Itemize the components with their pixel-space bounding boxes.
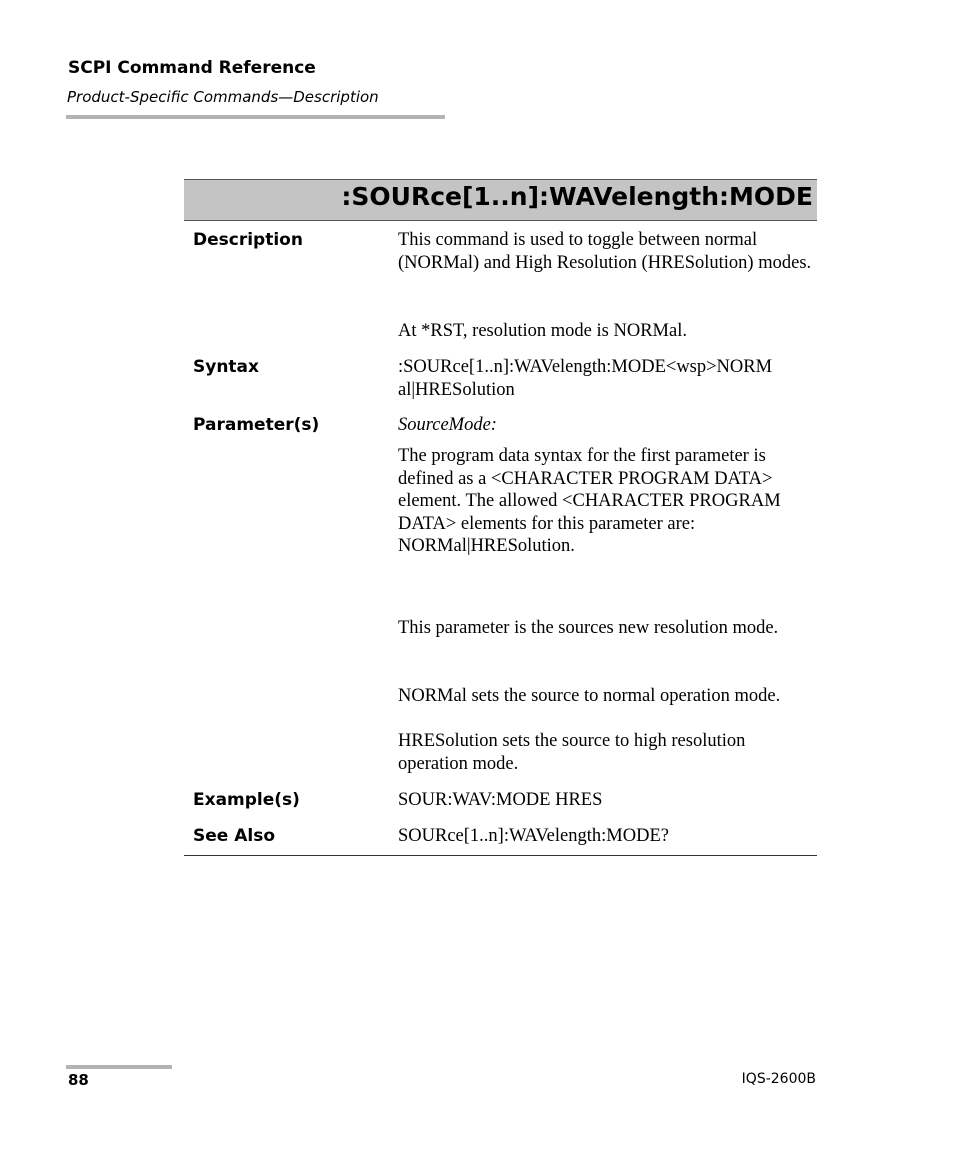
- parameter-normal-text: NORMal sets the source to normal operation mode.: [398, 686, 781, 706]
- parameter-meaning-text: This parameter is the sources new resolution mode.: [398, 618, 779, 638]
- examples-label: Example(s): [193, 790, 300, 810]
- page-number: 88: [68, 1071, 89, 1089]
- see-also-label: See Also: [193, 826, 276, 846]
- syntax-label: Syntax: [193, 357, 259, 377]
- parameters-label: Parameter(s): [193, 415, 320, 435]
- command-name: :SOURce[1..n]:WAVelength:MODE: [341, 182, 813, 211]
- table-bottom-rule: [184, 855, 817, 856]
- parameter-name: SourceMode:: [398, 415, 497, 435]
- description-text: This command is used to toggle between normal (NORMal) and High Resolution (HRESolution) modes.: [398, 230, 812, 273]
- section-title: SCPI Command Reference: [68, 58, 316, 78]
- header-rule: [66, 115, 445, 119]
- description-reset-note: At *RST, resolution mode is NORMal.: [398, 321, 687, 341]
- section-subtitle: Product-Specific Commands—Description: [67, 88, 379, 106]
- product-name: IQS-2600B: [741, 1071, 816, 1087]
- parameter-hres-text: HRESolution sets the source to high resolution operation mode.: [398, 731, 746, 774]
- description-label: Description: [193, 230, 303, 250]
- see-also-value: SOURce[1..n]:WAVelength:MODE?: [398, 826, 669, 846]
- syntax-line-1: :SOURce[1..n]:WAVelength:MODE<wsp>NORM: [398, 357, 773, 377]
- footer-rule: [66, 1065, 172, 1069]
- example-value: SOUR:WAV:MODE HRES: [398, 790, 603, 810]
- syntax-line-2: al|HRESolution: [398, 380, 515, 400]
- parameter-syntax-text: The program data syntax for the first parameter is defined as a <CHARACTER PROGRAM DATA> element. The allowed <CHARACTER PROGRAM DATA> elements for this parameter are: NORMal|HRESolution.: [398, 446, 781, 557]
- command-heading-bar: [184, 179, 817, 221]
